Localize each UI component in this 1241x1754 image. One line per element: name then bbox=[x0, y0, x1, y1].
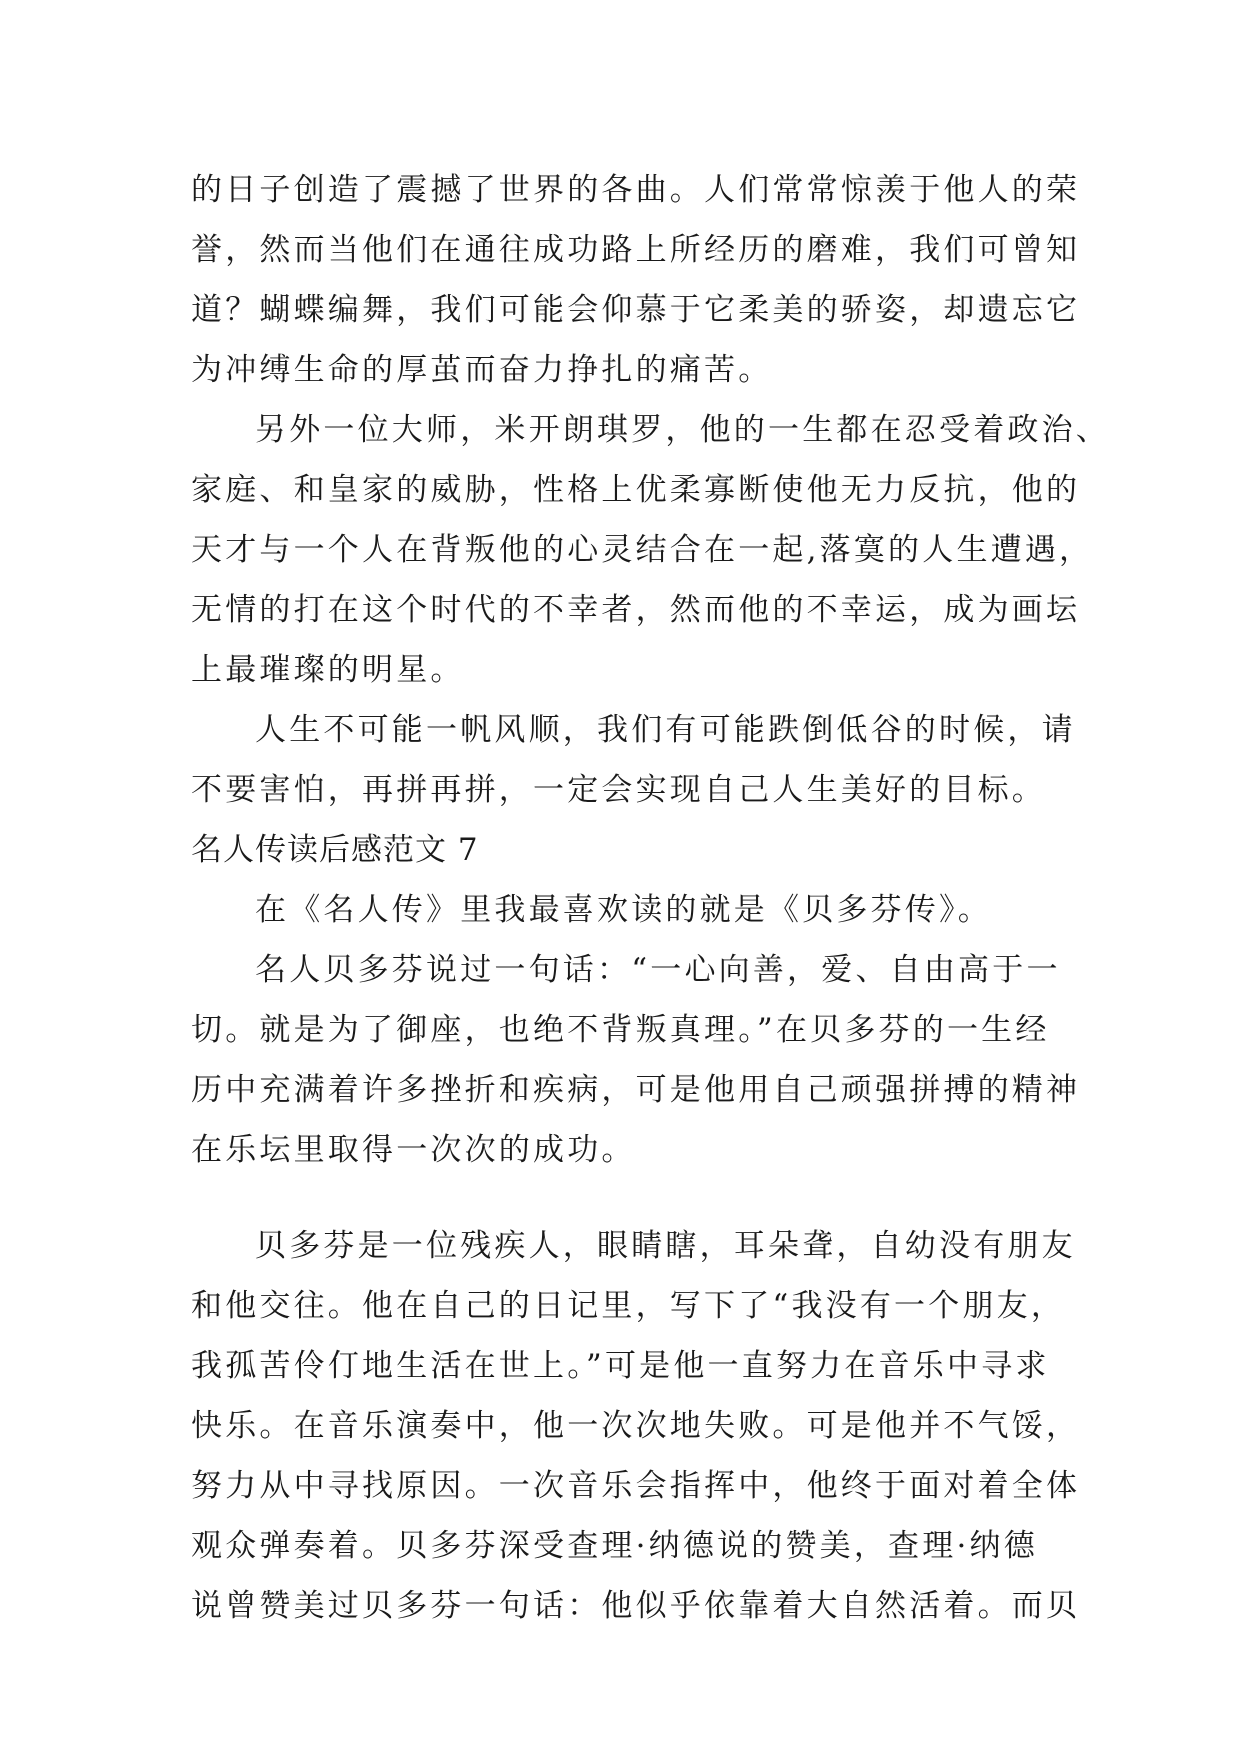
text-line: 努力从中寻找原因。一次音乐会指挥中，他终于面对着全体 bbox=[191, 1468, 1081, 1504]
text-line: 历中充满着许多挫折和疾病，可是他用自己顽强拼搏的精神 bbox=[191, 1072, 1081, 1108]
text-line: 切。就是为了御座，也绝不背叛真理。”在贝多芬的一生经 bbox=[191, 1012, 1050, 1048]
text-line: 的日子创造了震撼了世界的各曲。人们常常惊羡于他人的荣 bbox=[191, 172, 1081, 208]
paragraph-start-line: 另外一位大师，米开朗琪罗，他的一生都在忍受着政治、 bbox=[255, 412, 1110, 448]
paragraph-start-line: 人生不可能一帆风顺，我们有可能跌倒低谷的时候，请 bbox=[255, 712, 1076, 748]
text-line: 无情的打在这个时代的不幸者，然而他的不幸运，成为画坛 bbox=[191, 592, 1081, 628]
section-heading: 名人传读后感范文 7 bbox=[191, 832, 479, 868]
text-line: 说曾赞美过贝多芬一句话：他似乎依靠着大自然活着。而贝 bbox=[191, 1588, 1081, 1624]
text-line: 家庭、和皇家的威胁，性格上优柔寡断使他无力反抗，他的 bbox=[191, 472, 1081, 508]
text-line: 上最璀璨的明星。 bbox=[191, 652, 465, 688]
text-line: 不要害怕，再拼再拼，一定会实现自己人生美好的目标。 bbox=[191, 772, 1046, 808]
text-line: 为冲缚生命的厚茧而奋力挣扎的痛苦。 bbox=[191, 352, 773, 388]
paragraph-start-line: 贝多芬是一位残疾人，眼睛瞎，耳朵聋，自幼没有朋友 bbox=[255, 1228, 1076, 1264]
text-line: 和他交往。他在自己的日记里，写下了“我没有一个朋友， bbox=[191, 1288, 1066, 1324]
text-line: 快乐。在音乐演奏中，他一次次地失败。可是他并不气馁， bbox=[191, 1408, 1081, 1444]
text-line: 道？蝴蝶编舞，我们可能会仰慕于它柔美的骄姿，却遗忘它 bbox=[191, 292, 1081, 328]
text-line: 我孤苦伶仃地生活在世上。”可是他一直努力在音乐中寻求 bbox=[191, 1348, 1050, 1384]
paragraph-start-line: 名人贝多芬说过一句话：“一心向善，爱、自由高于一 bbox=[255, 952, 1061, 988]
text-line: 观众弹奏着。贝多芬深受查理·纳德说的赞美，查理·纳德 bbox=[191, 1528, 1038, 1564]
text-line: 誉，然而当他们在通往成功路上所经历的磨难，我们可曾知 bbox=[191, 232, 1081, 268]
document-body bbox=[191, 160, 1110, 1636]
text-line: 天才与一个人在背叛他的心灵结合在一起,落寞的人生遭遇， bbox=[191, 532, 1094, 568]
paragraph-spacer bbox=[191, 1180, 1053, 1216]
text-line: 在乐坛里取得一次次的成功。 bbox=[191, 1132, 636, 1168]
paragraph-start-line: 在《名人传》里我最喜欢读的就是《贝多芬传》。 bbox=[255, 892, 992, 928]
